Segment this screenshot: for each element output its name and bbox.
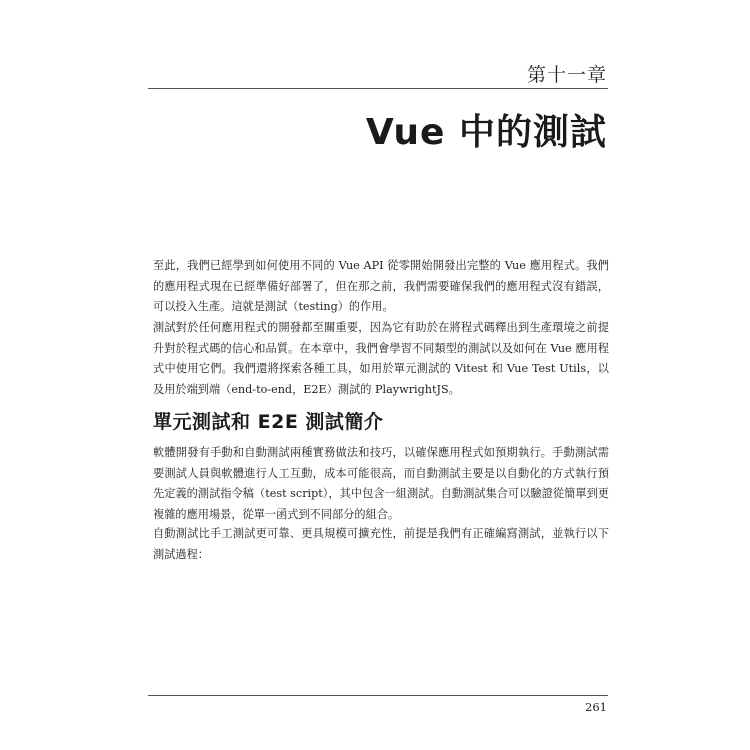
section-heading: 單元測試和 E2E 測試簡介 [153,411,384,433]
intro-paragraph: 至此，我們已經學到如何使用不同的 Vue API 從零開始開發出完整的 Vue 應用程式。我們的應用程式現在已經準備好部署了，但在那之前，我們需要確保我們的應用程式沒有錯誤，可以投入生產。這就是測試（testing）的作用。 [153,259,609,313]
chapter-title: Vue 中的測試 [365,112,607,153]
chapter-label: 第十一章 [526,64,607,86]
section-paragraph-1: 軟體開發有手動和自動測試兩種實務做法和技巧，以確保應用程式如預期執行。手動測試需要測試人員與軟體進行人工互動，成本可能很高，而自動測試主要是以自動化的方式執行預先定義的測試指令稿（test script），其中包含一組測試。自動測試集合可以驗證從簡單到更複雜的應用場景，從單一函式到不同部分的組合。 [153,446,609,521]
chapter-divider [148,88,608,89]
section-paragraph-2: 自動測試比手工測試更可靠、更具規模可擴充性，前提是我們有正確編寫測試，並執行以下測試過程： [153,527,609,561]
footer-divider [148,695,608,696]
page-number: 261 [585,700,607,714]
testing-importance-paragraph: 測試對於任何應用程式的開發都至關重要，因為它有助於在將程式碼釋出到生產環境之前提升對於程式碼的信心和品質。在本章中，我們會學習不同類型的測試以及如何在 Vue 應用程式中使用它們。我們還將探索各種工具，如用於單元測試的 Vitest 和 Vue Test Utils，以及用於端到端（end-to-end，E2E）測試的 PlaywrightJS。 [153,321,609,396]
